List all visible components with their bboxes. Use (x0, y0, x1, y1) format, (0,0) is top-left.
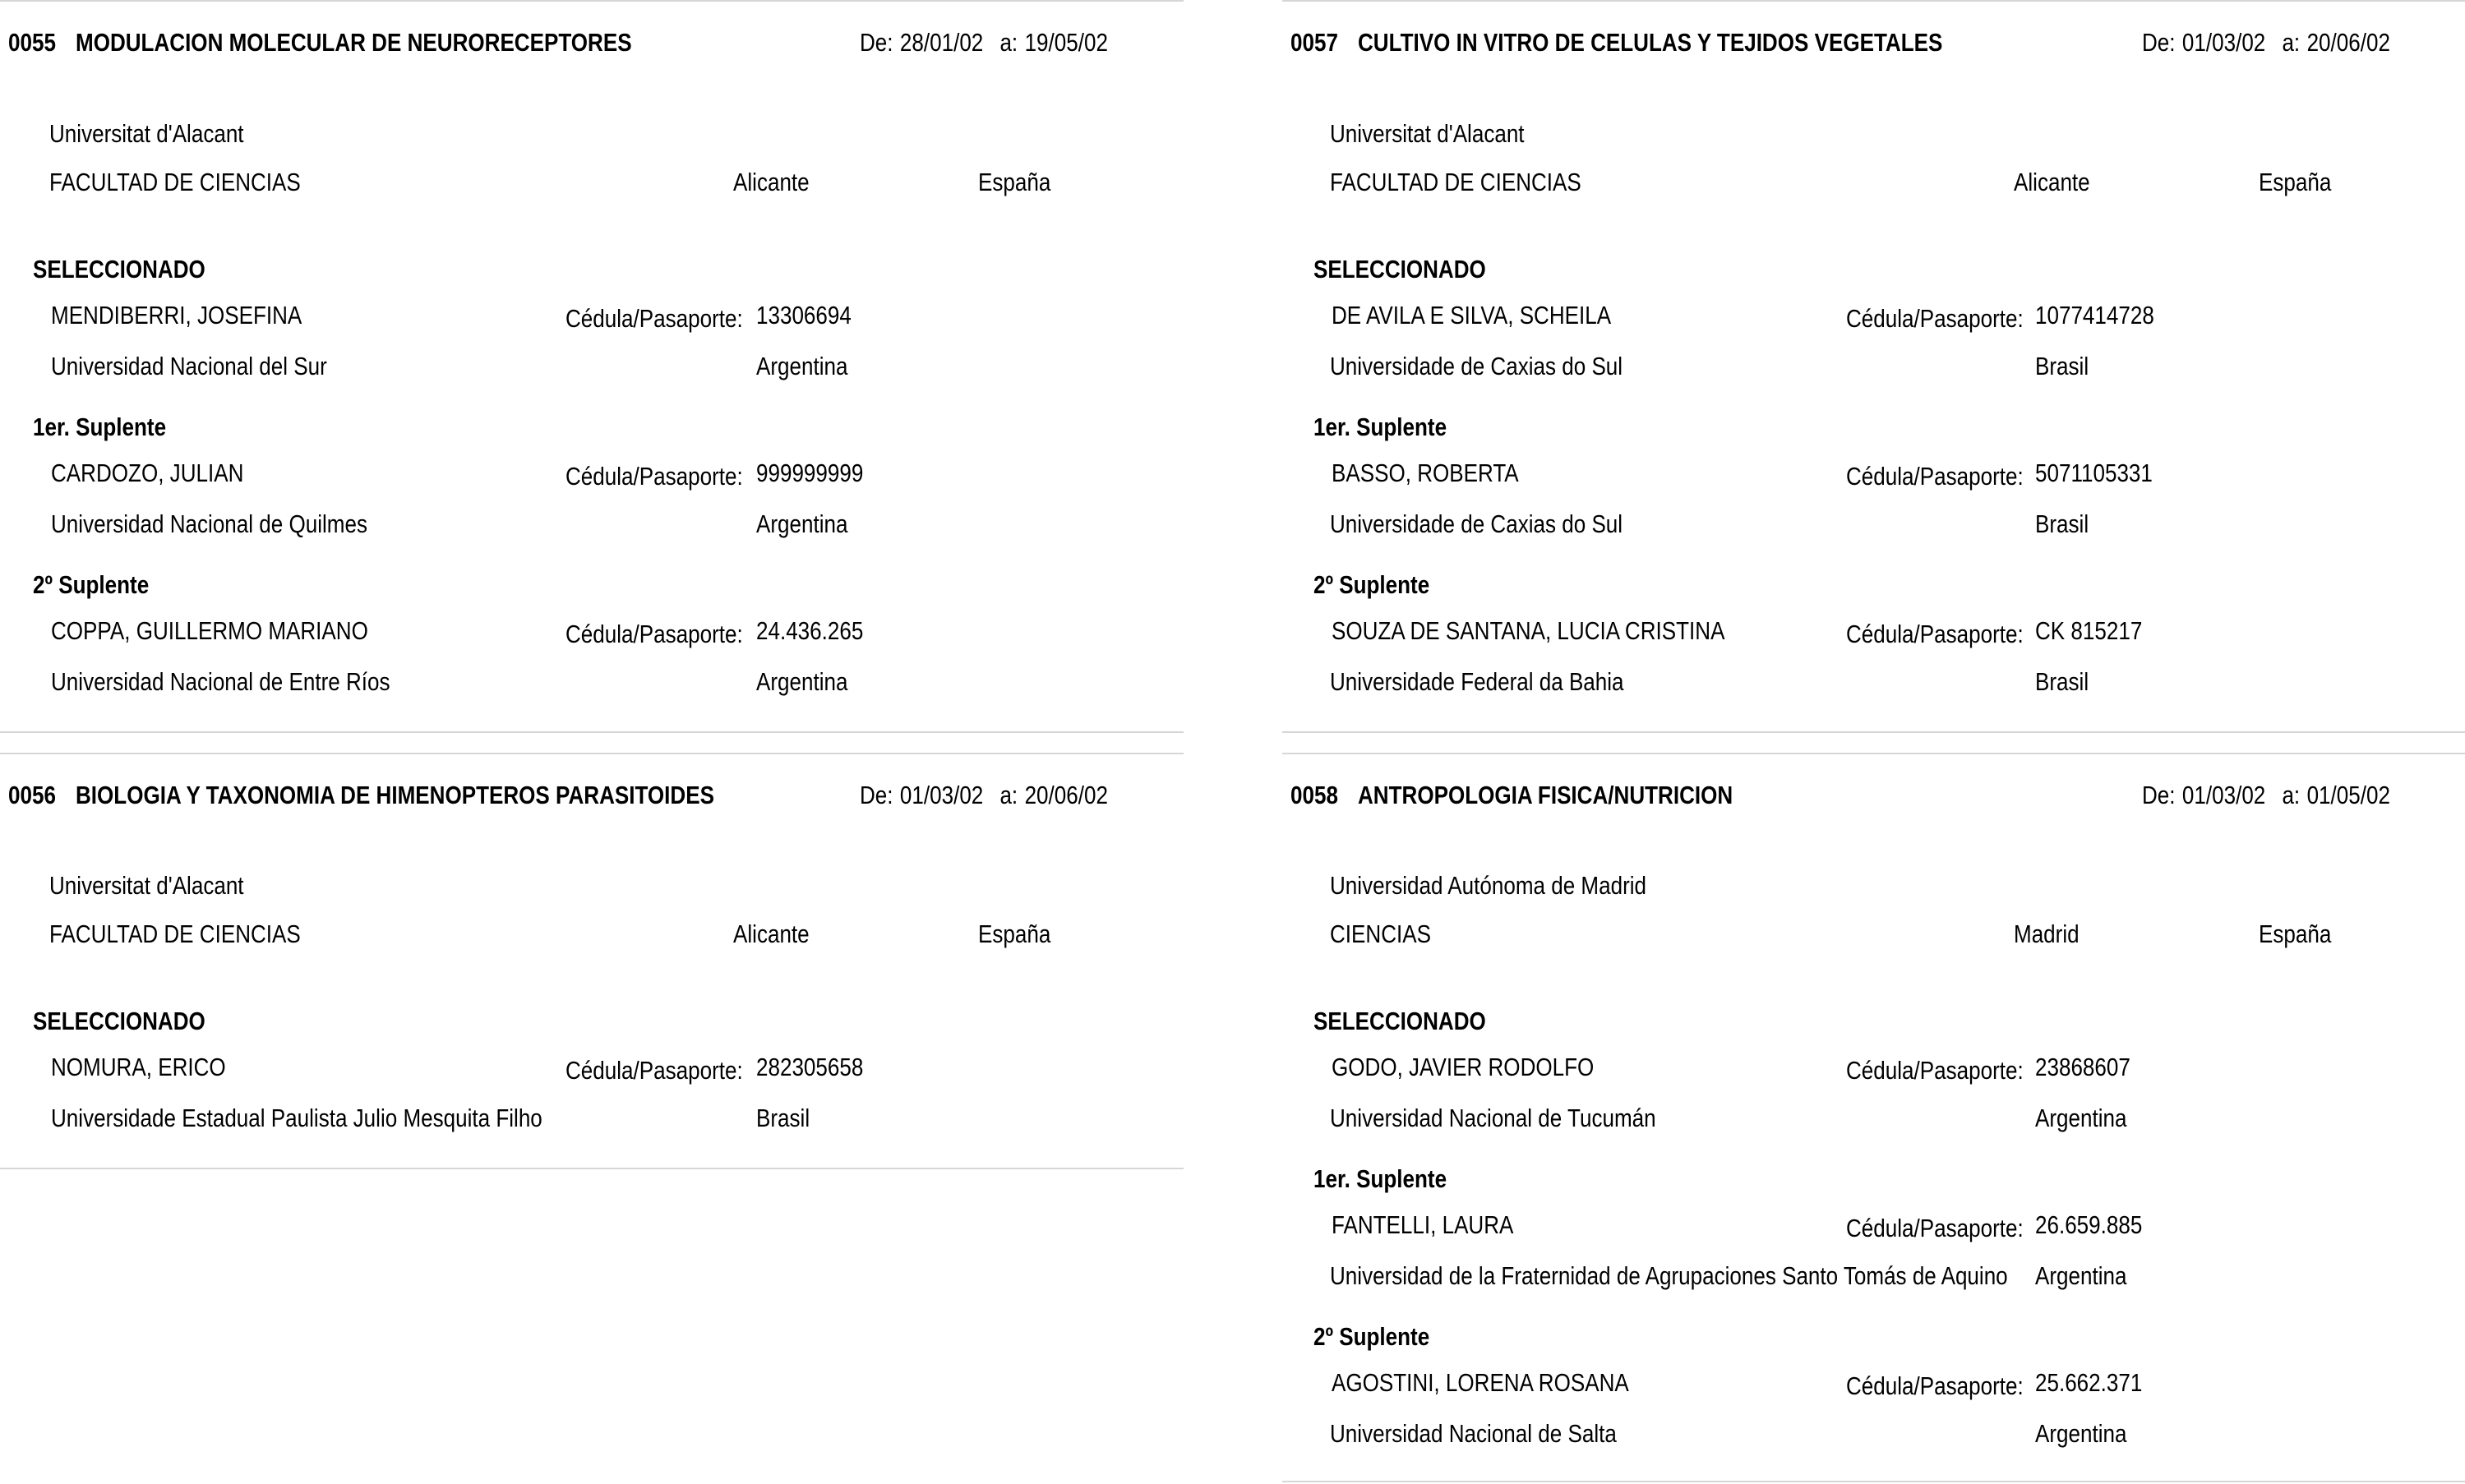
host-university: Universitat d'Alacant (49, 119, 244, 148)
candidate-doc: 282305658 (756, 1053, 864, 1081)
cedula-label: Cédula/Pasaporte: (1846, 304, 2024, 333)
date-to-value: 20/06/02 (2306, 28, 2390, 57)
candidate-institution: Universidade de Caxias do Sul (1330, 509, 1623, 538)
candidate-country: Argentina (756, 509, 848, 538)
section-bottom-rule (0, 1168, 1184, 1169)
host-university: Universitat d'Alacant (49, 871, 244, 900)
program-dates (2142, 781, 2397, 810)
cedula-label: Cédula/Pasaporte: (1846, 462, 2024, 491)
cedula-label: Cédula/Pasaporte: (565, 462, 743, 491)
date-to-label: a: (999, 28, 1018, 57)
candidate-country: Brasil (2035, 352, 2089, 380)
date-to-label: a: (2282, 28, 2301, 57)
program-code: 0056 (8, 781, 56, 809)
program-dates (2142, 28, 2397, 58)
candidate-role: 2º Suplente (33, 570, 150, 599)
program-title: BIOLOGIA Y TAXONOMIA DE HIMENOPTEROS PARASITOIDES (76, 781, 714, 809)
host-city: Alicante (733, 168, 810, 196)
program-section (1282, 753, 2465, 1484)
candidate-role: 1er. Suplente (33, 412, 167, 441)
cedula-label: Cédula/Pasaporte: (565, 304, 743, 333)
candidate-institution: Universidad de la Fraternidad de Agrupaciones Santo Tomás de Aquino (1330, 1261, 2008, 1290)
program-dates (860, 781, 1115, 810)
host-faculty: FACULTAD DE CIENCIAS (49, 168, 301, 196)
host-university: Universitat d'Alacant (1330, 119, 1525, 148)
candidate-name: COPPA, GUILLERMO MARIANO (51, 616, 368, 645)
program-code: 0058 (1290, 781, 1338, 809)
candidate-name: NOMURA, ERICO (51, 1053, 226, 1081)
date-from-value: 01/03/02 (899, 781, 984, 809)
host-country: España (978, 919, 1051, 948)
candidate-doc: 5071105331 (2035, 459, 2153, 487)
program-dates (860, 28, 1115, 58)
candidate-name: SOUZA DE SANTANA, LUCIA CRISTINA (1332, 616, 1725, 645)
program-title: CULTIVO IN VITRO DE CELULAS Y TEJIDOS VEGETALES (1358, 28, 1943, 57)
section-header (8, 781, 1184, 817)
candidate-role: SELECCIONADO (1313, 1007, 1486, 1035)
candidate-country: Argentina (2035, 1419, 2127, 1448)
cedula-label: Cédula/Pasaporte: (1846, 1371, 2024, 1400)
program-section (0, 753, 1184, 1172)
cedula-label: Cédula/Pasaporte: (1846, 1056, 2024, 1085)
candidate-name: DE AVILA E SILVA, SCHEILA (1332, 301, 1612, 330)
date-to-label: a: (999, 781, 1018, 809)
section-header (1290, 781, 2465, 817)
candidate-name: MENDIBERRI, JOSEFINA (51, 301, 302, 330)
host-faculty: FACULTAD DE CIENCIAS (1330, 168, 1581, 196)
candidate-country: Brasil (756, 1104, 810, 1132)
candidate-country: Argentina (756, 667, 848, 696)
candidate-country: Argentina (2035, 1261, 2127, 1290)
candidate-doc: CK 815217 (2035, 616, 2143, 645)
section-top-rule (0, 753, 1184, 754)
candidate-doc: 25.662.371 (2035, 1368, 2143, 1397)
candidate-country: Brasil (2035, 667, 2089, 696)
section-bottom-rule (1282, 731, 2465, 733)
candidate-role: 2º Suplente (1313, 1322, 1430, 1351)
date-to-value: 20/06/02 (1024, 781, 1108, 809)
candidate-name: GODO, JAVIER RODOLFO (1332, 1053, 1595, 1081)
date-to-value: 19/05/02 (1024, 28, 1108, 57)
section-top-rule (1282, 0, 2465, 2)
candidate-institution: Universidade Estadual Paulista Julio Mesquita Filho (51, 1104, 542, 1132)
program-code: 0057 (1290, 28, 1338, 57)
candidate-doc: 1077414728 (2035, 301, 2154, 330)
program-section (1282, 0, 2465, 733)
host-country: España (2259, 919, 2332, 948)
program-section (0, 0, 1184, 733)
host-country: España (2259, 168, 2332, 196)
program-title: ANTROPOLOGIA FISICA/NUTRICION (1358, 781, 1733, 809)
date-to-label: a: (2282, 781, 2301, 809)
date-from-label: De: (2142, 781, 2176, 809)
candidate-doc: 24.436.265 (756, 616, 864, 645)
section-bottom-rule (0, 731, 1184, 733)
section-top-rule (0, 0, 1184, 2)
date-from-value: 28/01/02 (899, 28, 984, 57)
host-city: Alicante (733, 919, 810, 948)
candidate-name: FANTELLI, LAURA (1332, 1210, 1514, 1239)
section-top-rule (1282, 753, 2465, 754)
date-to-value: 01/05/02 (2306, 781, 2390, 809)
date-from-label: De: (860, 28, 893, 57)
candidate-institution: Universidad Nacional del Sur (51, 352, 327, 380)
candidate-role: SELECCIONADO (33, 255, 205, 283)
host-faculty: CIENCIAS (1330, 919, 1431, 948)
program-code: 0055 (8, 28, 56, 57)
candidate-name: BASSO, ROBERTA (1332, 459, 1519, 487)
host-faculty: FACULTAD DE CIENCIAS (49, 919, 301, 948)
date-from-value: 01/03/02 (2181, 28, 2266, 57)
section-header (8, 28, 1184, 64)
candidate-role: SELECCIONADO (33, 1007, 205, 1035)
candidate-role: 1er. Suplente (1313, 412, 1447, 441)
candidate-institution: Universidade Federal da Bahia (1330, 667, 1624, 696)
candidate-doc: 13306694 (756, 301, 852, 330)
date-from-value: 01/03/02 (2181, 781, 2266, 809)
candidate-institution: Universidade de Caxias do Sul (1330, 352, 1623, 380)
candidate-name: CARDOZO, JULIAN (51, 459, 244, 487)
candidate-institution: Universidad Nacional de Quilmes (51, 509, 367, 538)
cedula-label: Cédula/Pasaporte: (565, 1056, 743, 1085)
candidate-institution: Universidad Nacional de Salta (1330, 1419, 1617, 1448)
host-country: España (978, 168, 1051, 196)
candidate-country: Argentina (756, 352, 848, 380)
date-from-label: De: (860, 781, 893, 809)
candidate-country: Argentina (2035, 1104, 2127, 1132)
host-city: Madrid (2014, 919, 2080, 948)
candidate-role: SELECCIONADO (1313, 255, 1486, 283)
candidate-role: 1er. Suplente (1313, 1164, 1447, 1193)
candidate-country: Brasil (2035, 509, 2089, 538)
candidate-doc: 23868607 (2035, 1053, 2130, 1081)
candidate-institution: Universidad Nacional de Entre Ríos (51, 667, 390, 696)
section-bottom-rule (1282, 1481, 2465, 1482)
program-title: MODULACION MOLECULAR DE NEURORECEPTORES (76, 28, 632, 57)
candidate-role: 2º Suplente (1313, 570, 1430, 599)
candidate-name: AGOSTINI, LORENA ROSANA (1332, 1368, 1629, 1397)
cedula-label: Cédula/Pasaporte: (565, 620, 743, 648)
cedula-label: Cédula/Pasaporte: (1846, 1214, 2024, 1242)
candidate-institution: Universidad Nacional de Tucumán (1330, 1104, 1656, 1132)
section-header (1290, 28, 2465, 64)
candidate-doc: 26.659.885 (2035, 1210, 2143, 1239)
candidate-doc: 999999999 (756, 459, 864, 487)
date-from-label: De: (2142, 28, 2176, 57)
host-university: Universidad Autónoma de Madrid (1330, 871, 1647, 900)
cedula-label: Cédula/Pasaporte: (1846, 620, 2024, 648)
host-city: Alicante (2014, 168, 2090, 196)
